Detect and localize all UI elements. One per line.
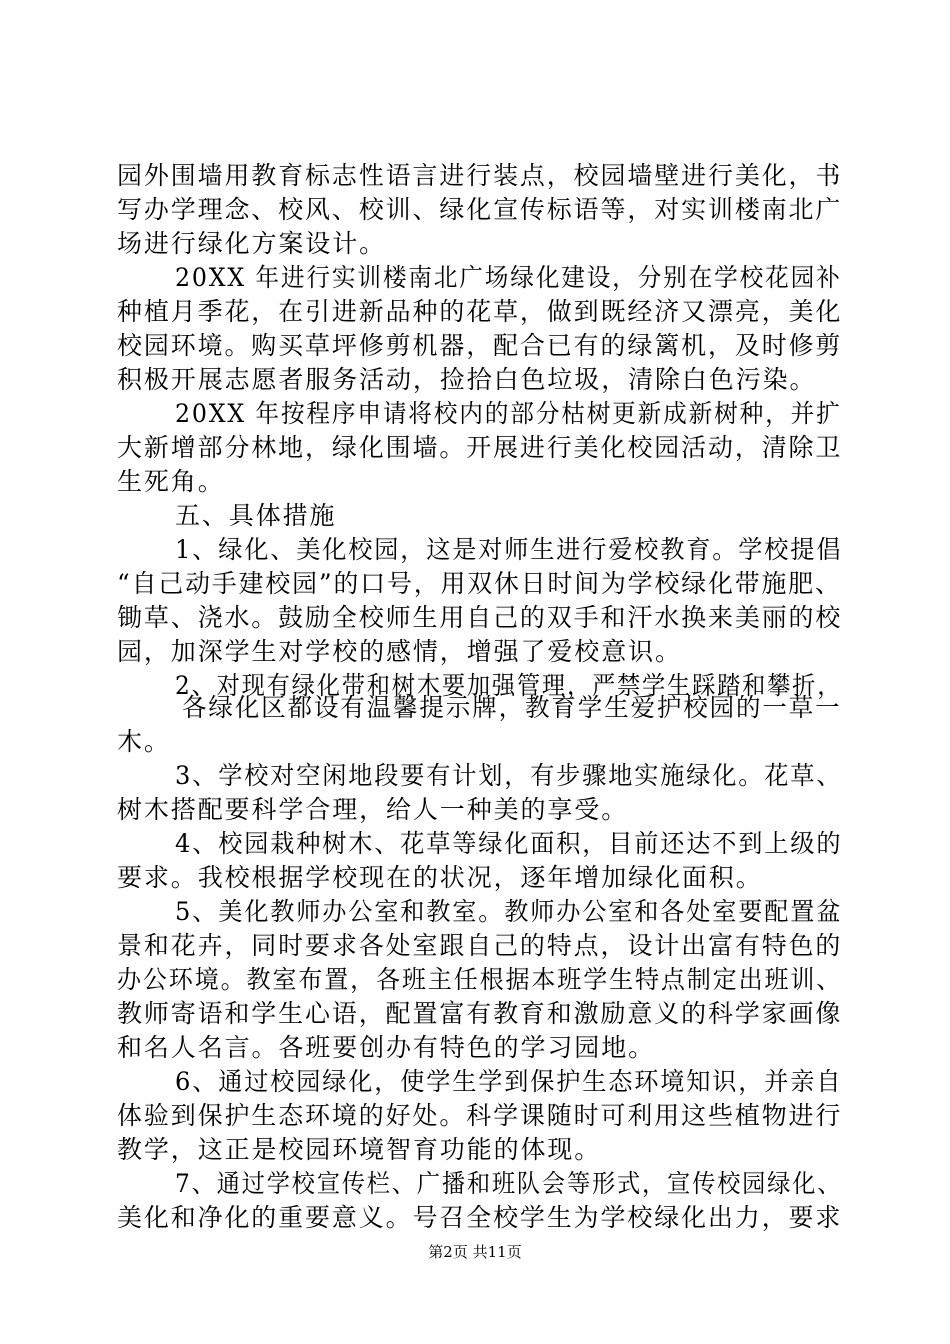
body-line-2: 写办学理念、校风、校训、绿化宣传标语等，对实训楼南北广 (117, 195, 843, 224)
body-line-20: 树木搭配要科学合理，给人一种美的享受。 (117, 795, 629, 824)
body-line-31: 7、通过学校宣传栏、广播和班队会等形式，宣传校园绿化、 (175, 1169, 843, 1198)
body-line-4: 20XX 年进行实训楼南北广场绿化建设，分别在学校花园补 (175, 263, 842, 292)
body-line-32: 美化和净化的重要意义。号召全校学生为学校绿化出力，要求 (117, 1203, 843, 1232)
body-line-21: 4、校园栽种树木、花草等绿化面积，目前还达不到上级的 (175, 829, 843, 858)
body-line-18: 木。 (117, 727, 171, 756)
body-line-7: 积极开展志愿者服务活动，捡拾白色垃圾，清除白色污染。 (117, 365, 817, 394)
body-line-17: 各绿化区都设有温馨提示牌，教育学生爱护校园的一草一 (182, 693, 842, 722)
body-line-1: 园外围墙用教育标志性语言进行装点，校园墙壁进行美化，书 (117, 161, 843, 190)
section-heading: 五、具体措施 (175, 501, 337, 530)
body-line-12: 1、绿化、美化校园，这是对师生进行爱校教育。学校提倡 (175, 535, 843, 564)
body-line-8: 20XX 年按程序申请将校内的部分枯树更新成新树种，并扩 (175, 399, 842, 428)
body-line-23: 5、美化教师办公室和教室。教师办公室和各处室要配置盆 (175, 897, 843, 926)
body-line-14: 锄草、浇水。鼓励全校师生用自己的双手和汗水换来美丽的校 (117, 603, 843, 632)
body-line-30: 教学，这正是校园环境智育功能的体现。 (117, 1135, 602, 1164)
body-line-16: 2、对现有绿化带和树木要加强管理，严禁学生踩踏和攀折， (175, 671, 843, 700)
body-line-26: 教师寄语和学生心语，配置富有教育和激励意义的科学家画像 (117, 999, 843, 1028)
body-line-25: 办公环境。教室布置，各班主任根据本班学生特点制定出班训、 (117, 965, 843, 994)
body-line-6: 校园环境。购买草坪修剪机器，配合已有的绿篱机，及时修剪 (117, 331, 843, 360)
body-line-9: 大新增部分林地，绿化围墙。开展进行美化校园活动，清除卫 (117, 433, 843, 462)
body-line-22: 要求。我校根据学校现在的状况，逐年增加绿化面积。 (117, 863, 763, 892)
body-line-27: 和名人名言。各班要创办有特色的学习园地。 (117, 1033, 656, 1062)
body-line-15: 园，加深学生对学校的感情，增强了爱校意识。 (117, 637, 682, 666)
body-line-24: 景和花卉，同时要求各处室跟自己的特点，设计出富有特色的 (117, 931, 843, 960)
body-line-5: 种植月季花，在引进新品种的花草，做到既经济又漂亮，美化 (117, 297, 843, 326)
body-line-28: 6、通过校园绿化，使学生学到保护生态环境知识，并亲自 (175, 1067, 843, 1096)
page-number-footer: 第2页 共11页 (428, 1243, 522, 1261)
body-line-29: 体验到保护生态环境的好处。科学课随时可利用这些植物进行 (117, 1101, 843, 1130)
body-line-13: “自己动手建校园”的口号，用双休日时间为学校绿化带施肥、 (117, 569, 842, 598)
body-line-3: 场进行绿化方案设计。 (117, 229, 387, 258)
body-line-10: 生死角。 (117, 467, 225, 496)
body-line-19: 3、学校对空闲地段要有计划，有步骤地实施绿化。花草、 (175, 761, 843, 790)
